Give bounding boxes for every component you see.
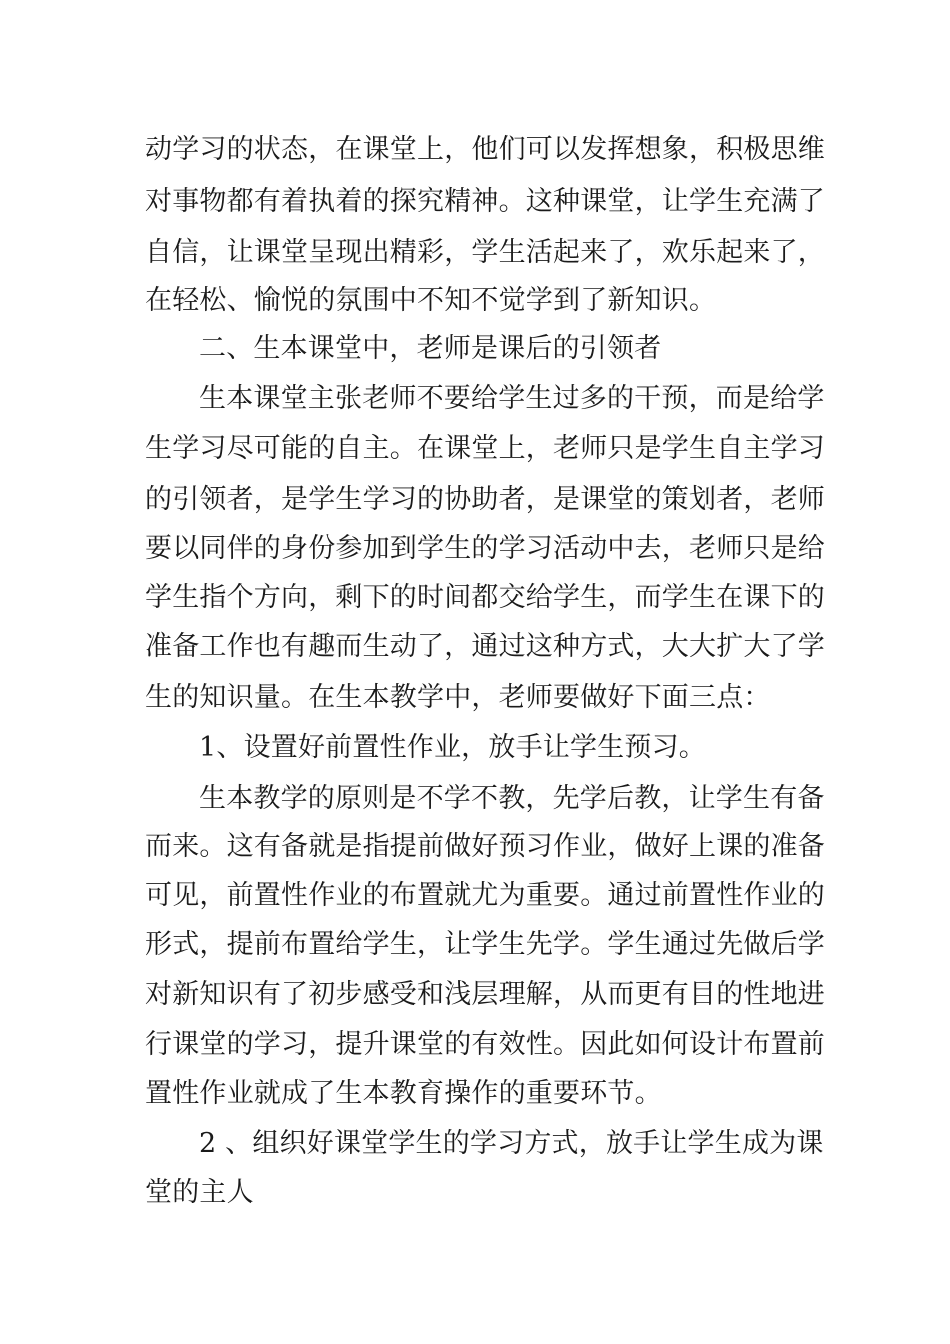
paragraph-line: 学生指个方向，剩下的时间都交给学生，而学生在课下的 (145, 582, 825, 613)
paragraph-line: 在轻松、愉悦的氛围中不知不觉学到了新知识。 (145, 285, 717, 316)
paragraph-line: 的引领者，是学生学习的协助者，是课堂的策划者，老师 (145, 484, 825, 515)
paragraph-line: 生本教学的原则是不学不教，先学后教，让学生有备 (199, 783, 825, 814)
paragraph-line: 行课堂的学习，提升课堂的有效性。因此如何设计布置前 (145, 1029, 825, 1060)
paragraph-line: 准备工作也有趣而生动了，通过这种方式，大大扩大了学 (145, 631, 825, 662)
paragraph-line: 置性作业就成了生本教育操作的重要环节。 (145, 1078, 662, 1109)
paragraph-line: 堂的主人 (145, 1177, 254, 1208)
list-item-heading: 1、设置好前置性作业，放手让学生预习。 (199, 732, 706, 763)
paragraph-line: 生本课堂主张老师不要给学生过多的干预，而是给学 (199, 383, 825, 414)
paragraph-line: 生学习尽可能的自主。在课堂上，老师只是学生自主学习 (145, 433, 825, 464)
paragraph-line: 而来。这有备就是指提前做好预习作业，做好上课的准备 (145, 831, 825, 862)
paragraph-line: 可见，前置性作业的布置就尤为重要。通过前置性作业的 (145, 880, 825, 911)
list-item-heading: 2 、组织好课堂学生的学习方式，放手让学生成为课 (199, 1128, 824, 1159)
paragraph-line: 动学习的状态，在课堂上，他们可以发挥想象，积极思维 (145, 134, 825, 165)
paragraph-line: 对事物都有着执着的探究精神。这种课堂，让学生充满了 (145, 186, 825, 217)
paragraph-line: 要以同伴的身份参加到学生的学习活动中去，老师只是给 (145, 533, 825, 564)
paragraph-line: 形式，提前布置给学生，让学生先学。学生通过先做后学 (145, 929, 825, 960)
paragraph-line: 对新知识有了初步感受和浅层理解，从而更有目的性地进 (145, 979, 825, 1010)
section-heading: 二、生本课堂中，老师是课后的引领者 (199, 333, 662, 364)
paragraph-line: 自信，让课堂呈现出精彩，学生活起来了，欢乐起来了， (145, 237, 825, 268)
paragraph-line: 生的知识量。在生本教学中，老师要做好下面三点： (145, 682, 771, 713)
